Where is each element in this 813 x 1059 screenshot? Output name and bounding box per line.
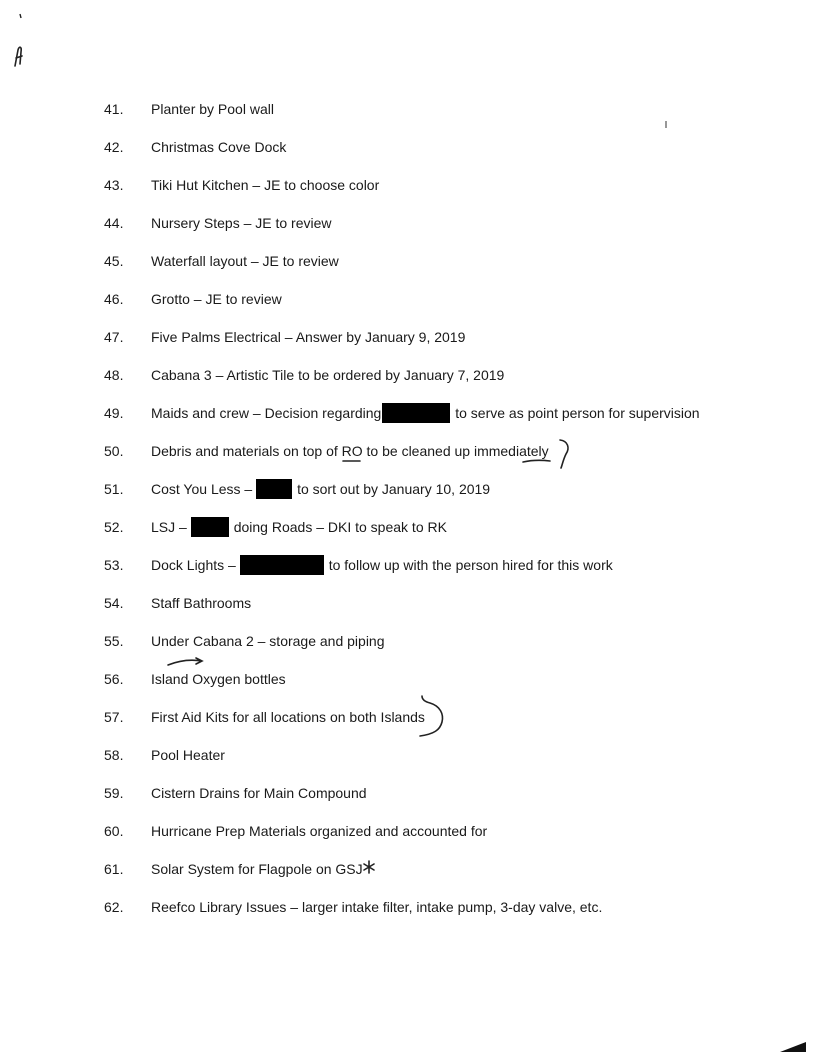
list-item-56 [0,668,813,690]
redaction-box [240,555,324,575]
item-text: First Aid Kits for all locations on both Islands [151,709,425,725]
item-number: 60. [104,823,124,839]
list-item-60 [0,820,813,842]
item-number: 42. [104,139,124,155]
item-text: Under Cabana 2 – storage and piping [151,633,385,649]
item-text-after: to follow up with the person hired for this work [328,557,613,573]
underline-ro-mark [342,458,362,464]
item-number: 41. [104,101,124,117]
stray-tick-mark [664,120,668,130]
item-number: 59. [104,785,124,801]
item-text: Cistern Drains for Main Compound [151,785,367,801]
bracket-mark-item-57 [412,694,448,740]
item-text [151,516,447,538]
redaction-box [256,479,292,499]
list-item-61 [0,858,813,880]
item-text: Debris and materials on top of RO to be cleaned up immediately [151,443,549,459]
list-item-49 [0,402,813,424]
list-item-46 [0,288,813,310]
list-item-44 [0,212,813,234]
item-number: 48. [104,367,124,383]
item-text: Five Palms Electrical – Answer by January 9, 2019 [151,329,466,345]
item-number: 61. [104,861,124,877]
redaction-box [191,517,229,537]
item-text-after: to serve as point person for supervision [455,405,700,421]
item-text: Pool Heater [151,747,225,763]
list-item-62 [0,896,813,918]
list-item-43 [0,174,813,196]
item-text: Waterfall layout – JE to review [151,253,339,269]
star-mark-item-61 [362,860,376,874]
list-item-53 [0,554,813,576]
item-text: Cabana 3 – Artistic Tile to be ordered by January 7, 2019 [151,367,505,383]
list-item-45 [0,250,813,272]
item-text: Planter by Pool wall [151,101,274,117]
list-item-51 [0,478,813,500]
list-item-48 [0,364,813,386]
item-text: Grotto – JE to review [151,291,282,307]
item-number: 57. [104,709,124,725]
item-text-after: doing Roads – DKI to speak to RK [233,519,447,535]
underline-immediately-mark [522,458,552,464]
item-text: Island Oxygen bottles [151,671,286,687]
list-item-50 [0,440,813,462]
item-number: 45. [104,253,124,269]
item-text: Staff Bathrooms [151,595,252,611]
item-number: 58. [104,747,124,763]
list-item-42 [0,136,813,158]
item-number: 56. [104,671,124,687]
list-item-54 [0,592,813,614]
item-text-before: Dock Lights – [151,557,236,573]
item-text-before: LSJ – [151,519,187,535]
item-text [151,554,613,576]
item-text-before: Cost You Less – [151,481,253,497]
item-text-after: to sort out by January 10, 2019 [297,481,491,497]
item-number: 50. [104,443,124,459]
item-number: 46. [104,291,124,307]
item-text [151,402,700,424]
redaction-box [382,403,450,423]
item-number: 43. [104,177,124,193]
list-item-41 [0,98,813,120]
corner-scribble-mark [12,12,26,68]
item-text: Reefco Library Issues – larger intake filter, intake pump, 3-day valve, etc. [151,899,603,915]
arrow-mark-item-56 [166,656,206,668]
item-number: 51. [104,481,124,497]
item-text: Christmas Cove Dock [151,139,287,155]
list-item-52 [0,516,813,538]
item-number: 53. [104,557,124,573]
item-number: 47. [104,329,124,345]
list-item-47 [0,326,813,348]
list-item-58 [0,744,813,766]
item-text: Tiki Hut Kitchen – JE to choose color [151,177,380,193]
item-text [151,478,490,500]
item-number: 49. [104,405,124,421]
list-item-57 [0,706,813,728]
bracket-mark-item-50 [558,438,572,470]
item-number: 52. [104,519,124,535]
item-text: Hurricane Prep Materials organized and accounted for [151,823,488,839]
item-text-before: Maids and crew – Decision regarding [151,405,382,421]
page-corner-fold-mark [778,1040,808,1054]
item-number: 55. [104,633,124,649]
item-number: 62. [104,899,124,915]
item-number: 44. [104,215,124,231]
item-text: Nursery Steps – JE to review [151,215,332,231]
item-text: Solar System for Flagpole on GSJ [151,861,363,877]
list-item-55 [0,630,813,652]
item-number: 54. [104,595,124,611]
list-item-59 [0,782,813,804]
